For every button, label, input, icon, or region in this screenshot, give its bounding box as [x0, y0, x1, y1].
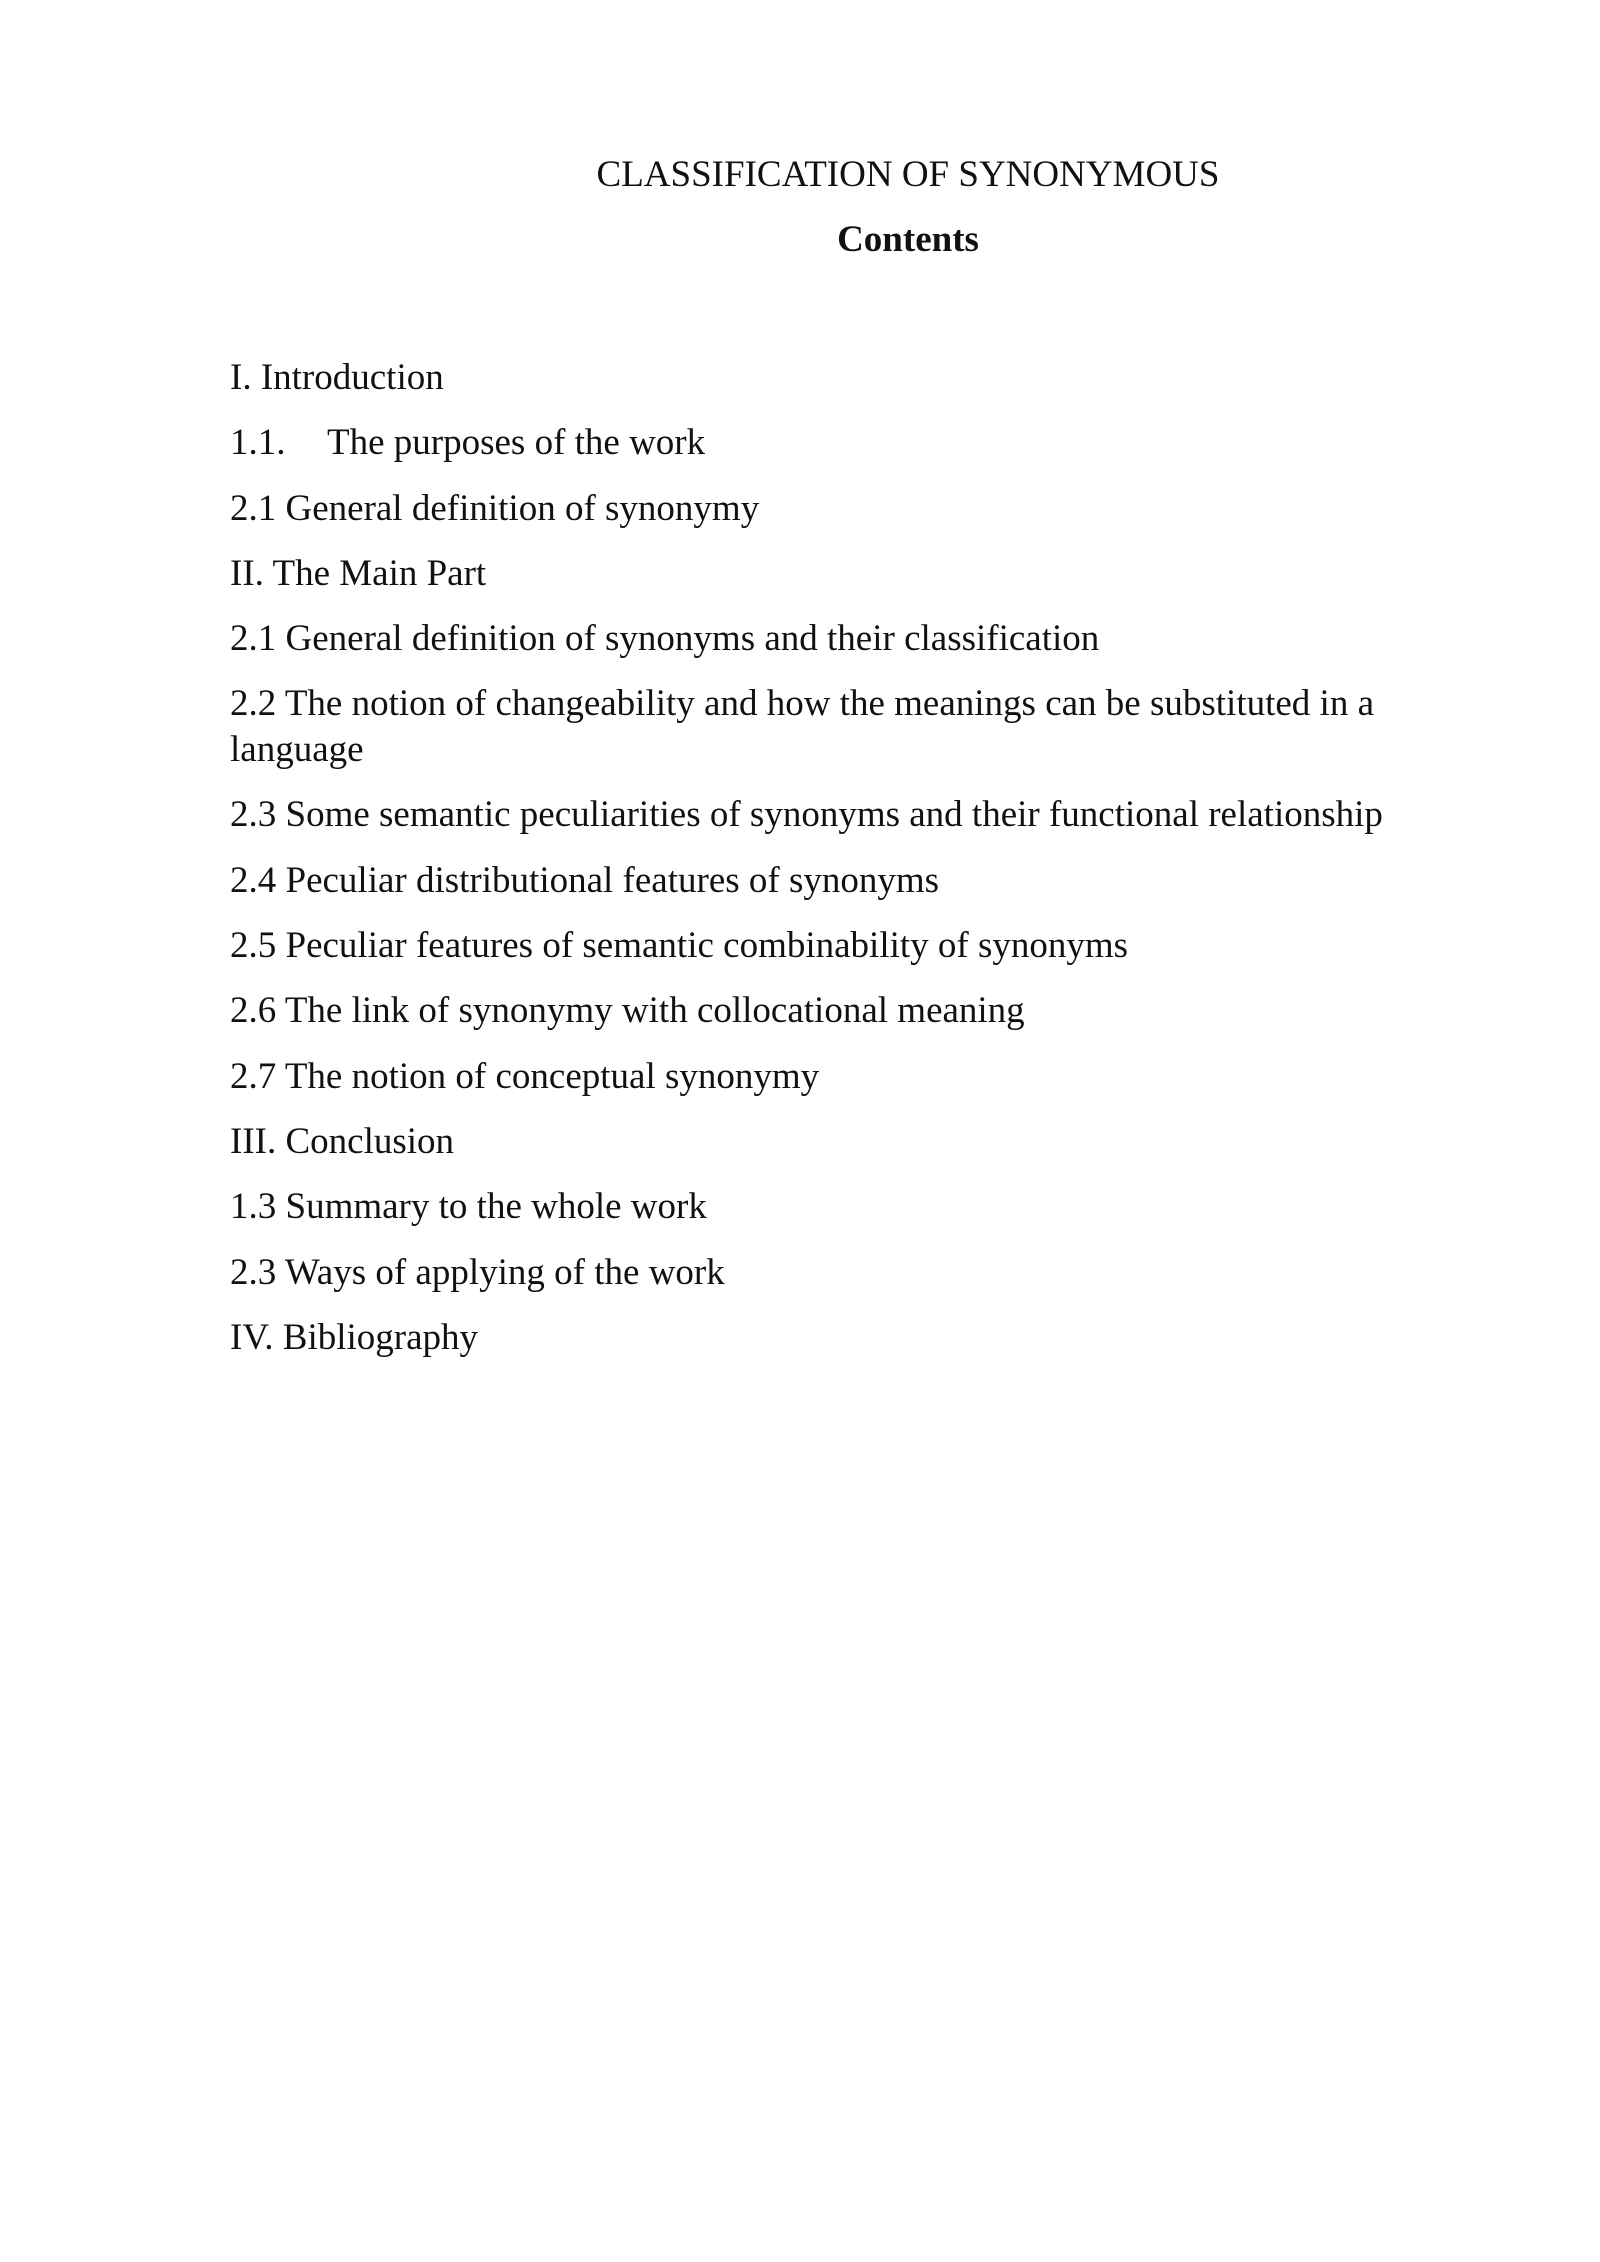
toc-item-text-line2: language: [230, 729, 364, 771]
toc-item-text: 1.3 Summary to the whole work: [230, 1186, 707, 1228]
toc-item-text-line1: 2.2 The notion of changeability and how the meanings can be substituted in a: [230, 683, 1375, 725]
toc-item-summary: [230, 1174, 1480, 1239]
toc-item-semantic-combinability: [230, 913, 1480, 978]
table-of-contents: [230, 345, 1480, 1370]
toc-item-text: 2.3 Some semantic peculiarities of synonyms and their functional relationship: [230, 794, 1383, 836]
toc-item-definition-classification: [230, 606, 1480, 671]
toc-item-changeability: [230, 671, 1480, 782]
toc-item-definition-synonymy: [230, 476, 1480, 541]
toc-item-number: 1.1.: [230, 422, 286, 464]
toc-item-collocational-meaning: [230, 978, 1480, 1043]
toc-item-text: IV. Bibliography: [230, 1316, 479, 1358]
toc-item-introduction: [230, 345, 1480, 410]
toc-item-conceptual-synonymy: [230, 1044, 1480, 1109]
toc-item-text: 2.5 Peculiar features of semantic combinability of synonyms: [230, 925, 1129, 967]
document-title: CLASSIFICATION OF SYNONYMOUS: [596, 154, 1220, 195]
toc-item-main-part: [230, 541, 1480, 606]
toc-item-text: 2.3 Ways of applying of the work: [230, 1251, 725, 1293]
toc-item-conclusion: [230, 1109, 1480, 1174]
toc-item-text: 2.7 The notion of conceptual synonymy: [230, 1055, 820, 1097]
toc-item-text: 2.1 General definition of synonymy: [230, 487, 760, 529]
toc-item-text: 2.6 The link of synonymy with collocational meaning: [230, 990, 1025, 1032]
toc-item-bibliography: [230, 1305, 1480, 1370]
toc-item-text: 2.1 General definition of synonyms and their classification: [230, 618, 1100, 660]
toc-item-text: I. Introduction: [230, 357, 444, 398]
toc-item-text: The purposes of the work: [327, 422, 706, 464]
toc-item-distributional-features: [230, 848, 1480, 913]
contents-heading: Contents: [837, 219, 979, 260]
toc-item-text: III. Conclusion: [230, 1120, 455, 1162]
toc-item-semantic-peculiarities: [230, 782, 1480, 847]
toc-item-text: 2.4 Peculiar distributional features of synonyms: [230, 859, 940, 901]
toc-item-ways-applying: [230, 1240, 1480, 1305]
toc-item-purposes: [230, 410, 1480, 475]
toc-item-text: II. The Main Part: [230, 552, 487, 594]
